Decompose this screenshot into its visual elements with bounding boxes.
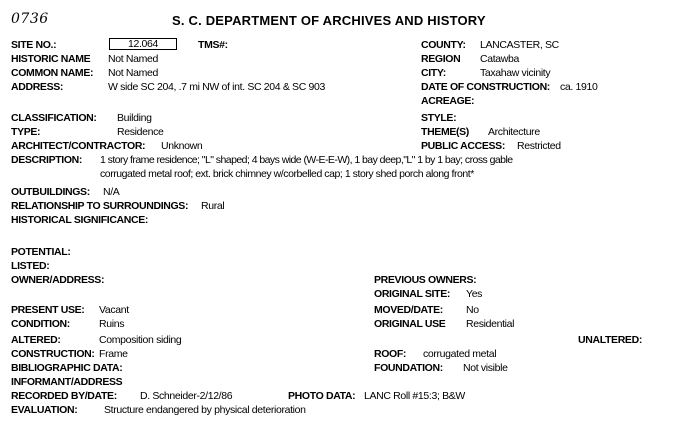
description-label: DESCRIPTION: [11,154,83,166]
roof-value: corrugated metal [423,348,497,360]
historic-name-label: HISTORIC NAME [11,53,91,65]
condition-label: CONDITION: [11,318,70,330]
type-label: TYPE: [11,126,41,138]
foundation-value: Not visible [463,362,508,374]
bibliographic-label: BIBLIOGRAPHIC DATA: [11,362,123,374]
relationship-value: Rural [201,200,225,212]
original-use-label: ORIGINAL USE [374,318,446,330]
condition-value: Ruins [99,318,125,330]
site-no-label: SITE NO.: [11,39,57,51]
outbuildings-label: OUTBUILDINGS: [11,186,90,198]
unaltered-label: UNALTERED: [578,334,642,346]
form-title: S. C. DEPARTMENT OF ARCHIVES AND HISTORY [172,13,486,28]
acreage-label: ACREAGE: [421,95,475,107]
address-value: W side SC 204, .7 mi NW of int. SC 204 & SC 903 [108,81,325,93]
tms-label: TMS#: [198,39,228,51]
architect-label: ARCHITECT/CONTRACTOR: [11,140,146,152]
recorded-value: D. Schneider-2/12/86 [140,390,233,402]
previous-owners-label: PREVIOUS OWNERS: [374,274,477,286]
site-no-value: 12.064 [127,38,158,50]
date-of-construction-label: DATE OF CONSTRUCTION: [421,81,550,93]
public-access-value: Restricted [517,140,561,152]
themes-label: THEME(S) [421,126,469,138]
region-label: REGION [421,53,461,65]
historic-name-value: Not Named [108,53,158,65]
evaluation-value: Structure endangered by physical deterioration [104,404,306,416]
construction-value: Frame [99,348,128,360]
common-name-value: Not Named [108,67,158,79]
county-value: LANCASTER, SC [480,39,559,51]
listed-label: LISTED: [11,260,50,272]
altered-label: ALTERED: [11,334,61,346]
foundation-label: FOUNDATION: [374,362,443,374]
relationship-label: RELATIONSHIP TO SURROUNDINGS: [11,200,189,212]
construction-label: CONSTRUCTION: [11,348,95,360]
photo-data-label: PHOTO DATA: [288,390,356,402]
classification-label: CLASSIFICATION: [11,112,97,124]
style-label: STYLE: [421,112,457,124]
type-value: Residence [117,126,164,138]
moved-date-label: MOVED/DATE: [374,304,443,316]
common-name-label: COMMON NAME: [11,67,94,79]
address-label: ADDRESS: [11,81,64,93]
original-site-label: ORIGINAL SITE: [374,288,450,300]
city-label: CITY: [421,67,446,79]
roof-label: ROOF: [374,348,407,360]
potential-label: POTENTIAL: [11,246,71,258]
owner-address-label: OWNER/ADDRESS: [11,274,105,286]
altered-value: Composition siding [99,334,182,346]
file-number: 0736 [11,11,49,27]
present-use-label: PRESENT USE: [11,304,85,316]
classification-value: Building [117,112,152,124]
original-use-value: Residential [466,318,515,330]
informant-label: INFORMANT/ADDRESS [11,376,123,388]
description-line-1: 1 story frame residence; "L" shaped; 4 bays wide (W-E-E-W), 1 bay deep,"L" 1 by 1 bay; cross gable [100,154,513,166]
moved-date-value: No [466,304,479,316]
county-label: COUNTY: [421,39,466,51]
architect-value: Unknown [161,140,203,152]
themes-value: Architecture [488,126,540,138]
evaluation-label: EVALUATION: [11,404,78,416]
historical-significance-label: HISTORICAL SIGNIFICANCE: [11,214,149,226]
city-value: Taxahaw vicinity [480,67,551,79]
public-access-label: PUBLIC ACCESS: [421,140,505,152]
photo-data-value: LANC Roll #15:3; B&W [364,390,465,402]
date-of-construction-value: ca. 1910 [560,81,598,93]
description-line-2: corrugated metal roof; ext. brick chimney w/corbelled cap; 1 story shed porch along front* [100,168,474,180]
region-value: Catawba [480,53,519,65]
recorded-label: RECORDED BY/DATE: [11,390,117,402]
present-use-value: Vacant [99,304,129,316]
original-site-value: Yes [466,288,483,300]
outbuildings-value: N/A [103,186,120,198]
